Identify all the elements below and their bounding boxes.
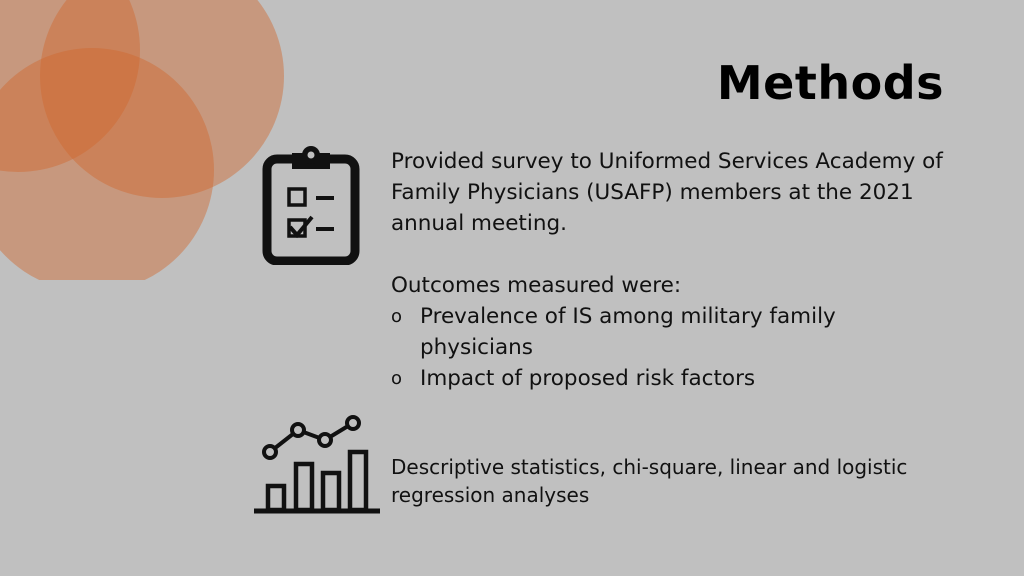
analysis-text: Descriptive statistics, chi-square, linear and logistic regression analyses: [391, 455, 908, 507]
outcome-text: Impact of proposed risk factors: [420, 366, 756, 391]
outcomes-section: [391, 270, 951, 394]
list-item: [391, 301, 951, 363]
bar-line-chart-icon: [252, 414, 382, 516]
survey-description: [391, 146, 951, 239]
outcomes-list: [391, 301, 951, 394]
decorative-circles: [0, 0, 300, 280]
bullet-marker: o: [391, 306, 403, 327]
bullet-marker: o: [391, 368, 403, 389]
list-item: [391, 363, 951, 394]
survey-text: Provided survey to Uniformed Services Academy of Family Physicians (USAFP) members at the 2021 annual meeting.: [391, 149, 943, 236]
slide-title: Methods: [716, 56, 944, 110]
analysis-description: [391, 453, 951, 509]
clipboard-checklist-icon: [262, 145, 360, 265]
outcome-text: Prevalence of IS among military family physicians: [420, 304, 836, 360]
outcomes-heading: Outcomes measured were:: [391, 273, 682, 298]
